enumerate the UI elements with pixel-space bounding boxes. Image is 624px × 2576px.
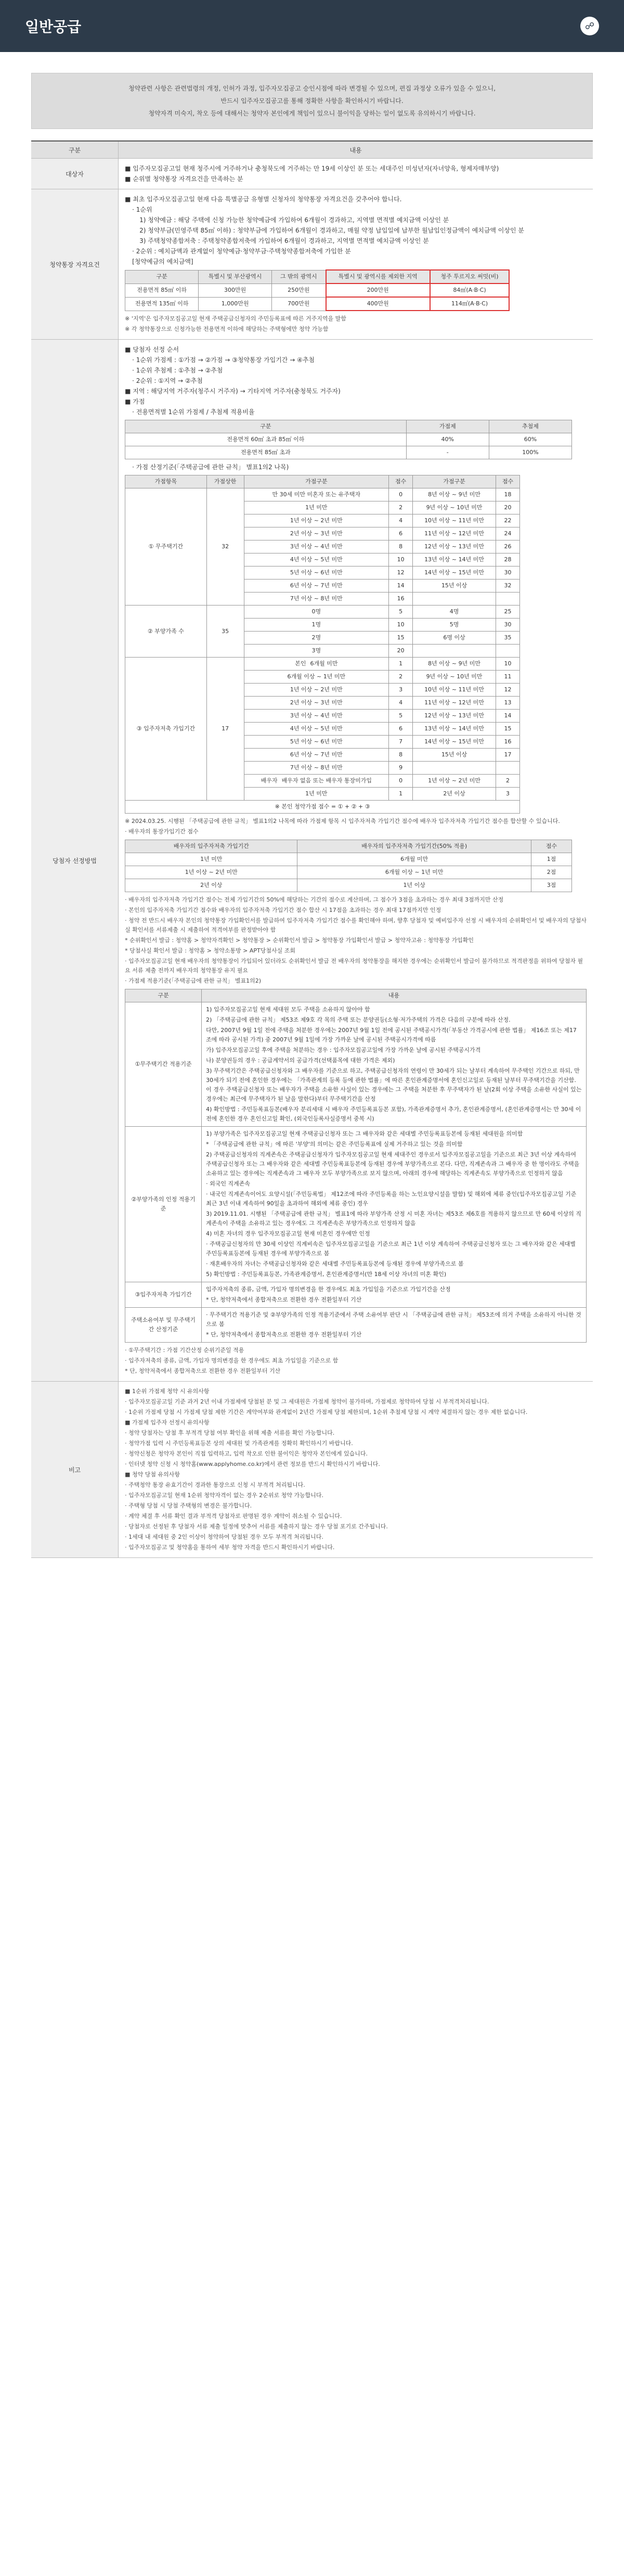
remark-line: · 1세대 내 세대원 중 2인 이상이 청약하여 당첨된 경우 모두 부적격 처리됩니다. — [125, 1534, 323, 1540]
row-label: 당첨자 선정방법 — [31, 340, 119, 1382]
table-cell: 7 — [389, 736, 413, 749]
table-cell: 28 — [496, 553, 519, 566]
criteria-line: * 「주택공급에 관한 규칙」에 따른 '부양'의 의미는 같은 주민등록표에 실제 거주하고 있는 것을 의미함 — [206, 1141, 463, 1148]
score-item: ② 부양가족 수 — [125, 606, 207, 658]
bullet-line: * 순위확인서 발급 : 청약홈 > 청약자격확인 > 청약통장 > 순위확인서 발급 > 청약통장 가입확인서 발급 > 청약자고유 : 청약통장 가입확인 — [125, 937, 474, 944]
table-cell: 15 — [389, 632, 413, 645]
text: [청약예금의 예치금액] — [132, 258, 193, 265]
criteria-line: 입주자저축의 종류, 금액, 가입자 명의변경을 한 경우에도 최초 가입일을 기준으로 가입기간을 산정 — [206, 1286, 451, 1293]
table-cell: 6명 이상 — [413, 632, 496, 645]
criteria-line: · 주택공급신청자의 만 30세 이상인 직계비속은 입주자모집공고일을 기준으로 최근 1년 이상 계속하여 주택공급신청자 또는 그 배우자와 같은 세대별 주민등록표등본에 등재된 경우에 부양가족으로 봄 — [206, 1241, 576, 1257]
table-cell: 8년 이상 ~ 9년 미만 — [413, 488, 496, 501]
table-header-cell: 가점항목 — [125, 475, 207, 488]
table-cell: 84㎡(A·B·C) — [430, 284, 509, 297]
table-cell: 700만원 — [272, 297, 326, 311]
table-cell: 1 — [389, 658, 413, 671]
table-row — [125, 879, 572, 892]
criteria-line: 2) 주택공급신청자의 직계존속은 주택공급신청자가 입주자모집공고일 현재 세대주인 경우로서 입주자모집공고일을 기준으로 최근 3년 이상 계속하여 주택공급신청자 또는 그 배우자와 같은 세대별 주민등록표등본에 등재된 경우에 부양가족으로 본다. 다만, 직계존속과 그 배우자 중 한 명이라도 주택을 소유하고 있는 경우에는 직계존속과 그 배우자 모두 부양가족으로 보지 않으며, 아래의 경우에 해당하는 직계존속도 부양가족으로 인정하지 않음 — [206, 1151, 580, 1177]
table-cell: 12 — [389, 566, 413, 579]
table-cell — [244, 788, 388, 801]
text: · 배우자의 통장가입기간 점수 — [125, 828, 199, 835]
table-cell: 0 — [389, 488, 413, 501]
table-cell: 12 — [496, 684, 519, 697]
text: ■ 가점 — [125, 398, 145, 405]
table-cell: 2 — [389, 501, 413, 514]
table-cell — [244, 697, 388, 710]
table-cell — [496, 593, 519, 606]
table-header-cell: 내용 — [202, 989, 587, 1002]
score-item: ③ 입주자저축 가입기간 — [125, 658, 207, 801]
table-cell: 60% — [489, 433, 571, 446]
table-header-cell: 청주 투르지오 써밋(비) — [430, 270, 509, 284]
table-cell: 8 — [389, 540, 413, 553]
text: ※ '지역'은 입주자모집공고일 현재 주택공급신청자의 주민등록표에 따른 거주지역을 말함 — [125, 315, 346, 322]
criteria-line: 4) 미혼 자녀의 경우 입주자모집공고일 현재 미혼인 경우에만 인정 — [206, 1230, 370, 1237]
table-cell: 1년 이상 ~ 2년 미만 — [125, 866, 297, 879]
target-line: ■ 입주자모집공고일 현재 청주시에 거주하거나 충청북도에 거주하는 만 19세 이상인 분 또는 세대주인 미성년자(자녀양육, 형제자매부양) — [125, 165, 499, 172]
notice-box — [31, 73, 593, 129]
table-header-cell: 그 밖의 광역시 — [272, 270, 326, 284]
score-sub: 본인 — [295, 660, 306, 667]
text: · 2순위 : 예치금액과 관계없이 청약예금·청약부금·주택청약종합저축에 가입한 분 — [132, 248, 351, 255]
table-cell: 10 — [389, 619, 413, 632]
table-cell: 만 30세 미만 미혼자 또는 유주택자 — [244, 488, 388, 501]
table-cell — [413, 762, 496, 775]
table-cell-text: 6개월 미만 — [310, 660, 338, 667]
page-header — [0, 0, 624, 52]
table-header-cell: 특별시 및 부산광역시 — [199, 270, 272, 284]
table-header-cell: 배우자의 입주자저축 가입기간(50% 적용) — [297, 840, 531, 853]
remark-line: · 입주자모집공고일 현재 1순위 청약자격이 없는 경우 2순위로 청약 가능합니다. — [125, 1492, 323, 1499]
table-cell: 6 — [389, 527, 413, 540]
remarks-lines — [125, 1387, 587, 1552]
target-line: ■ 순위별 청약통장 자격요건을 만족하는 분 — [125, 175, 243, 183]
table-cell: 14년 이상 ~ 15년 미만 — [413, 566, 496, 579]
table-cell: 20 — [496, 501, 519, 514]
remarks-row — [31, 1382, 593, 1558]
table-header-cell: 구분 — [125, 420, 407, 433]
text: ■ 지역 : 해당지역 거주자(청주시 거주자) → 기타지역 거주자(충청북도 거주자) — [125, 388, 341, 395]
remark-line: ■ 1순위 가점제 청약 시 유의사항 — [125, 1388, 210, 1395]
bullet-line: · 본인의 입주자저축 가입기간 점수와 배우자의 입주자저축 가입기간 점수 합산 시 17점을 초과하는 경우 최대 17점까지만 인정 — [125, 907, 441, 913]
criteria-line: * 단, 청약저축에서 종합저축으로 전환한 경우 전환일부터 기산 — [206, 1296, 362, 1303]
text: 2) 청약부금(민영주택 85㎡ 이하) : 청약부금에 가입하여 6개월이 경과하고, 매월 약정 납입일에 납부한 월납입인정금액이 예치금액 이상인 분 — [139, 227, 524, 234]
table-cell — [244, 749, 388, 762]
criteria-line: 1) 부양가족은 입주자모집공고일 현재 주택공급신청자 또는 그 배우자와 같은 세대별 주민등록표등본에 등재된 세대원을 의미함 — [206, 1130, 523, 1137]
criteria-content — [202, 1282, 587, 1308]
table-cell-text: 6년 이상 ~ 7년 미만 — [290, 751, 343, 758]
table-cell: 13년 이상 ~ 14년 미만 — [413, 723, 496, 736]
table-cell: 100% — [489, 446, 571, 459]
table-cell — [413, 645, 496, 658]
table-cell: 10 — [389, 553, 413, 566]
table-cell: 5명 — [413, 619, 496, 632]
note-line: · ①무주택기간 : 가점 기간산정 순위기준일 적용 — [125, 1347, 244, 1354]
criteria-line: · 내국인 직계존속이어도 요양시설(「주민등록법」 제12조에 따라 주민등록을 하는 노인요양시설을 말함) 및 해외에 체류 중인(입주자모집공고일 기준 최근 3년 이내 계속하여 90일을 초과하여 해외에 체류 중인) 경우 — [206, 1191, 577, 1207]
table-cell: 2년 이상 — [413, 788, 496, 801]
table-row — [125, 488, 520, 501]
table-cell: 전용면적 85㎡ 초과 — [125, 446, 407, 459]
table-cell: 30 — [496, 566, 519, 579]
table-cell: 1 — [389, 788, 413, 801]
table-cell-text: 4년 이상 ~ 5년 미만 — [290, 725, 343, 732]
criteria-line: 2) 「주택공급에 관한 규칙」 제53조 제9호 각 목의 주택 또는 분양권등(소형·저가주택의 가격은 다음의 구분에 따라 산정. — [206, 1016, 511, 1023]
table-cell: 22 — [496, 514, 519, 527]
criteria-table — [125, 989, 587, 1343]
remark-line: · 당첨자로 선정된 후 당첨자 서류 제출 일정에 맞추어 서류를 제출하지 않는 경우 당첨 포기로 간주됩니다. — [125, 1523, 388, 1530]
score-max: 35 — [206, 606, 244, 658]
table-cell: 4년 이상 ~ 5년 미만 — [244, 553, 388, 566]
text: · 가점 산정기준(「주택공급에 관한 규칙」 별표1의2 나목) — [132, 463, 289, 471]
text: ■ 당첨자 선정 순서 — [125, 346, 179, 353]
table-cell — [244, 762, 388, 775]
table-cell: 1명 — [244, 619, 388, 632]
criteria-label: ①무주택기간 적용기준 — [125, 1002, 202, 1127]
criteria-line: 1) 입주자모집공고일 현재 세대원 모두 주택을 소유하지 않아야 함 — [206, 1006, 370, 1013]
table-cell: 1점 — [531, 853, 571, 866]
criteria-notes — [125, 1346, 587, 1376]
criteria-content — [202, 1002, 587, 1127]
table-header-cell: 구분 — [125, 989, 202, 1002]
bullet-line: * 당첨사실 확인서 발급 : 청약홈 > 청약소통방 > APT당첨사실 조회 — [125, 947, 295, 954]
table-cell: 20 — [389, 645, 413, 658]
criteria-label: 주택소유여부 및 무주택기간 산정기준 — [125, 1308, 202, 1343]
table-cell: 8년 이상 ~ 9년 미만 — [413, 658, 496, 671]
table-cell: 12년 이상 ~ 13년 미만 — [413, 540, 496, 553]
table-cell: 300만원 — [199, 284, 272, 297]
table-cell — [413, 593, 496, 606]
table-cell: 2년 이상 — [125, 879, 297, 892]
table-cell: 6 — [389, 723, 413, 736]
table-cell — [244, 658, 388, 671]
table-cell: 14년 이상 ~ 15년 미만 — [413, 736, 496, 749]
table-cell: 0 — [389, 775, 413, 788]
table-cell: 1,000만원 — [199, 297, 272, 311]
text: · 1순위 추첨제 : ①추첨 → ②추첨 — [132, 367, 223, 374]
table-cell: 11년 이상 ~ 12년 미만 — [413, 697, 496, 710]
ratio-table — [125, 420, 572, 459]
table-row — [125, 284, 510, 297]
criteria-line: 5) 확인방법 : 주민등록표등본, 가족관계증명서, 혼인관계증명서(만 18세 이상 자녀의 미혼 확인) — [206, 1271, 447, 1278]
supply-table — [31, 140, 593, 1558]
table-cell: 200만원 — [326, 284, 430, 297]
criteria-line: · 무주택기간 적용기준 및 ②부양가족의 인정 적용기준에서 주택 소유여부 판단 시 「주택공급에 관한 규칙」 제53조에 의거 주택을 소유하지 아니한 것으로 봄 — [206, 1311, 581, 1328]
table-cell: 3점 — [531, 879, 571, 892]
table-header-cell: 가점상한 — [206, 475, 244, 488]
table-cell-text: 2년 이상 ~ 3년 미만 — [290, 699, 343, 706]
table-cell-text: 7년 이상 ~ 8년 미만 — [290, 764, 343, 771]
table-cell: 2 — [389, 671, 413, 684]
deposit-table — [125, 269, 510, 311]
table-header-cell: 점수 — [531, 840, 571, 853]
table-cell: 250만원 — [272, 284, 326, 297]
remark-line: · 인터넷 청약 신청 시 청약홈(www.applyhome.co.kr)에서 관련 정보를 반드시 확인하시기 바랍니다. — [125, 1461, 380, 1467]
page-title: 일반공급 — [25, 18, 82, 35]
row-label: 청약통장 자격요건 — [31, 189, 119, 340]
table-cell: 15년 이상 — [413, 579, 496, 593]
table-cell: 0명 — [244, 606, 388, 619]
table-row — [125, 606, 520, 619]
table-cell: 4명 — [413, 606, 496, 619]
row-label: 대상자 — [31, 159, 119, 189]
table-cell — [244, 684, 388, 697]
criteria-row — [125, 1127, 587, 1282]
criteria-line: 3) 무주택기간은 주택공급신청자와 그 배우자를 기준으로 하고, 주택공급신청자의 연령이 만 30세가 되는 날부터 계속하여 무주택인 기간으로 하되, 만 30세가 되기 전에 혼인한 경우에는 「가족관계의 등록 등에 관한 법률」에 따른 혼인관계증명서에 혼인신고일로 등재된 날부터 무주택기간을 기산함. 이 경우 주택공급신청자 또는 배우자가 주택을 소유한 사실이 있는 경우에는 그 주택을 처분한 후 무주택자가 된 날(2회 이상 주택을 소유한 사실이 있는 경우에는 최근에 무주택자가 된 날을 말한다)부터 무주택기간을 산정 — [206, 1067, 582, 1102]
table-cell: 1년 미만 — [244, 501, 388, 514]
row-label: 비고 — [31, 1382, 119, 1558]
table-cell: 2 — [496, 775, 519, 788]
note-line: * 단, 청약저축에서 종합저축으로 전환한 경우 전환일부터 기산 — [125, 1368, 281, 1374]
criteria-row — [125, 1282, 587, 1308]
table-cell: 1년 이상 — [297, 879, 531, 892]
table-cell: 24 — [496, 527, 519, 540]
remark-line: · 주택청약 통장 유효기간이 경과한 통장으로 신청 시 부적격 처리됩니다. — [125, 1482, 305, 1488]
score-max: 32 — [206, 488, 244, 606]
criteria-line: · 외국인 직계존속 — [206, 1180, 250, 1187]
text: 3) 주택청약종합저축 : 주택청약종합저축에 가입하여 6개월이 경과하고, 지역별 면적별 예치금액 이상인 분 — [139, 237, 429, 244]
notice-line: 청약관련 사항은 관련법령의 개정, 인허가 과정, 입주자모집공고 승인시점에 따라 변경될 수 있으며, 편집 과정상 오류가 있을 수 있으니, — [128, 85, 496, 92]
criteria-line: 4) 확인방법 : 주민등록표등본(배우자 분리세대 시 배우자 주민등록표등본 포함), 가족관계증명서 추가, 혼인관계증명서, (혼인관계증명서는 만 30세 이전에 혼인한 경우 혼인신고일 확인, (외국인등록사실증명서 중복 시) — [206, 1106, 581, 1122]
note-line: · 입주자저축의 종류, 금액, 가입자 명의변경을 한 경우에도 최초 가입일을 기준으로 함 — [125, 1357, 339, 1364]
table-cell: 6개월 미만 — [297, 853, 531, 866]
table-header-cell: 점수 — [496, 475, 519, 488]
bullet-line: · 청약 전 반드시 배우자 본인의 청약통장 가입확인서를 발급하여 입주자저축 가입기간 점수를 확인해야 하며, 향후 당첨자 및 예비입주자 선정 시 배우자의 순위확인서 및 배우자의 당첨사실 확인서를 서류제출 시 제출하여 적격여부를 판정받아야 함 — [125, 917, 587, 933]
score-max: 17 — [222, 725, 229, 732]
remark-line: ■ 가점제 입주자 선정시 유의사항 — [125, 1419, 210, 1426]
score-sub: 배우자 — [261, 777, 278, 784]
table-header-cell: 구분 — [125, 270, 199, 284]
link-icon[interactable]: ☍ — [580, 17, 599, 35]
criteria-content — [202, 1127, 587, 1282]
table-row — [125, 801, 520, 814]
table-cell: 4 — [389, 514, 413, 527]
bullet-line: · 가점제 적용기준(「주택공급에 관한 규칙」 별표1의2) — [125, 977, 262, 984]
table-cell: 1년 이상 ~ 2년 미만 — [244, 514, 388, 527]
notice-line: 반드시 입주자모집공고를 통해 정확한 사항을 확인하시기 바랍니다. — [220, 97, 404, 105]
table-cell: 1년 미만 — [125, 853, 297, 866]
table-cell: 6년 이상 ~ 7년 미만 — [244, 579, 388, 593]
criteria-line: 나) 분양권등의 경우 : 공급계약서의 공급가격(선택품목에 대한 가격은 제외) — [206, 1057, 395, 1064]
table-cell — [244, 736, 388, 749]
table-cell — [244, 710, 388, 723]
table-cell: 전용면적 60㎡ 초과 85㎡ 이하 — [125, 433, 407, 446]
table-cell: 14 — [389, 579, 413, 593]
score-item: ① 무주택기간 — [125, 488, 207, 606]
table-cell: 15 — [496, 723, 519, 736]
table-cell: 9년 이상 ~ 10년 미만 — [413, 671, 496, 684]
table-header-cell: 가점구분 — [244, 475, 388, 488]
table-cell: 10년 이상 ~ 11년 미만 — [413, 514, 496, 527]
table-cell: 3 — [496, 788, 519, 801]
table-cell: 12년 이상 ~ 13년 미만 — [413, 710, 496, 723]
table-row — [125, 853, 572, 866]
remark-line: · 입주자모집공고일 기준 과거 2년 이내 가점제에 당첨된 분 및 그 세대원은 가점제 청약이 불가하며, 가점제로 청약하여 당첨 시 부적격처리됩니다. — [125, 1398, 489, 1405]
table-cell: 10년 이상 ~ 11년 미만 — [413, 684, 496, 697]
bullet-line: · 배우자의 입주자저축 가입기간 점수는 전체 가입기간의 50%에 해당하는 기간의 점수로 계산하며, 그 점수가 3점을 초과하는 경우 최대 3점까지만 산정 — [125, 896, 504, 903]
table-cell: 10 — [496, 658, 519, 671]
table-cell: 8 — [389, 749, 413, 762]
criteria-row — [125, 1002, 587, 1127]
text: ■ 최초 입주자모집공고일 현재 다음 특별공급 유형별 신청자의 청약통장 자격요건을 갖추어야 합니다. — [125, 196, 402, 203]
text: · 1순위 가점제 : ①가점 → ②가점 → ③청약통장 가입기간 → ④추첨 — [132, 356, 315, 364]
qualification-row — [31, 189, 593, 340]
criteria-row — [125, 1308, 587, 1343]
table-header-cell: 추첨제 — [489, 420, 571, 433]
table-cell: 18 — [496, 488, 519, 501]
table-header-cell: 특별시 및 광역시를 제외한 지역 — [326, 270, 430, 284]
table-cell-text: 1년 미만 — [305, 790, 328, 797]
col-header: 내용 — [119, 141, 593, 159]
table-header-cell: 점수 — [389, 475, 413, 488]
criteria-line: · 재혼배우자의 자녀는 주택공급신청자와 같은 세대별 주민등록표등본에 등재된 경우에 부양가족으로 봄 — [206, 1260, 464, 1267]
table-cell — [496, 762, 519, 775]
text: ※ 각 청약통장으로 신청가능한 전용면적 이하에 해당하는 주택형에만 청약 가능함 — [125, 326, 329, 332]
table-cell-text: 배우자 없음 또는 배우자 통장미가입 — [281, 777, 372, 784]
table-cell: 1년 이상 ~ 2년 미만 — [413, 775, 496, 788]
table-row — [125, 433, 572, 446]
criteria-label: ②부양가족의 인정 적용기준 — [125, 1127, 202, 1282]
criteria-line: 가) 입주자모집공고일 후에 주택을 처분하는 경우 : 입주자모집공고일에 가장 가까운 날에 공시된 주택공시가격 — [206, 1047, 481, 1053]
content — [0, 52, 624, 1579]
table-cell: 2점 — [531, 866, 571, 879]
table-cell: 400만원 — [326, 297, 430, 311]
table-cell: 전용면적 85㎡ 이하 — [125, 284, 199, 297]
text: ※ 2024.03.25. 시행된 「주택공급에 관한 규칙」 별표1의2 나목에 따라 가점제 항목 시 입주자저축 가입기간 점수에 배우자 입주자저축 가입기간 점수를 합산할 수 있습니다. — [125, 818, 560, 825]
text: · 1순위 — [132, 206, 152, 213]
remark-line: · 입주자모집공고 및 청약홈을 통하여 세부 청약 자격을 반드시 확인하시기 바랍니다. — [125, 1544, 335, 1551]
score-total: ※ 본인 청약가점 점수 = ① + ② + ③ — [125, 801, 520, 814]
table-cell: 3명 — [244, 645, 388, 658]
text: 1) 청약예금 : 해당 주택에 신청 가능한 청약예금에 가입하여 6개월이 경과하고, 지역별 면적별 예치금액 이상인 분 — [139, 216, 449, 224]
col-header: 구분 — [31, 141, 119, 159]
remark-line: · 주택형 당첨 시 당첨 주택형의 변경은 불가합니다. — [125, 1502, 252, 1509]
table-cell: 13년 이상 ~ 14년 미만 — [413, 553, 496, 566]
table-row — [125, 866, 572, 879]
table-cell-text: 1년 이상 ~ 2년 미만 — [290, 686, 343, 693]
table-cell — [244, 671, 388, 684]
table-cell: 3 — [389, 684, 413, 697]
table-cell: 11 — [496, 671, 519, 684]
table-cell: 전용면적 135㎡ 이하 — [125, 297, 199, 311]
table-cell: 5 — [389, 606, 413, 619]
table-row — [125, 446, 572, 459]
selection-bullets — [125, 895, 587, 986]
selection-row — [31, 340, 593, 1382]
text: · 전용면적별 1순위 가점제 / 추첨제 적용비율 — [132, 408, 255, 416]
criteria-content — [202, 1308, 587, 1343]
score-table — [125, 475, 520, 814]
remark-line: · 청약가점 입력 시 주민등록표등본 상의 세대원 및 가족관계를 정확히 확인하시기 바랍니다. — [125, 1440, 353, 1447]
criteria-line: * 단, 청약저축에서 종합저축으로 전환한 경우 전환일부터 기산 — [206, 1331, 362, 1338]
table-cell: 2명 — [244, 632, 388, 645]
criteria-label: ③입주자저축 가입기간 — [125, 1282, 202, 1308]
score-max-cell — [206, 658, 244, 801]
remark-line: ■ 청약 당첨 유의사항 — [125, 1471, 180, 1478]
table-cell — [244, 775, 388, 788]
table-cell: 14 — [496, 710, 519, 723]
criteria-line: 3) 2019.11.01. 시행된 「주택공급에 관한 규칙」 별표1에 따라 부양가족 산정 시 미혼 자녀는 제53조 제6호를 적용하지 않으므로 만 60세 이상의 직계존속이 주택을 소유하고 있는 경우에도 그 직계존속은 부양가족으로 인정하지 않음 — [206, 1210, 581, 1227]
table-cell: 9년 이상 ~ 10년 미만 — [413, 501, 496, 514]
table-cell: 16 — [389, 593, 413, 606]
table-cell — [496, 645, 519, 658]
table-cell-text: 3년 이상 ~ 4년 미만 — [290, 712, 343, 719]
table-cell: 26 — [496, 540, 519, 553]
table-cell: 40% — [406, 433, 489, 446]
table-row — [125, 658, 520, 671]
table-cell: 6개월 이상 ~ 1년 미만 — [297, 866, 531, 879]
table-cell: 5년 이상 ~ 6년 미만 — [244, 566, 388, 579]
remark-line: · 계약 체결 후 서류 확인 결과 부적격 당첨자로 판명된 경우 계약이 취소될 수 있습니다. — [125, 1513, 342, 1519]
table-cell: 114㎡(A·B·C) — [430, 297, 509, 311]
table-cell: 32 — [496, 579, 519, 593]
table-cell: 30 — [496, 619, 519, 632]
table-cell: 25 — [496, 606, 519, 619]
target-row — [31, 159, 593, 189]
remark-line: · 1순위 가점제 당첨 시 가점제 당첨 제한 기간은 계약여부와 관계없이 2년간 가점제 당첨 제한되며, 1순위 추첨제 당첨 시 계약 체결하지 않는 경우 제한 없습니다. — [125, 1409, 528, 1415]
table-cell: 17 — [496, 749, 519, 762]
table-cell: 7년 이상 ~ 8년 미만 — [244, 593, 388, 606]
table-cell: 2년 이상 ~ 3년 미만 — [244, 527, 388, 540]
criteria-line: 다만, 2007년 9월 1일 전에 주택을 처분한 경우에는 2007년 9월 1일 전에 공시된 주택공시가격(「부동산 가격공시에 관한 법률」 제16조 또는 제17조에 따라 공시된 가격) 중 2007년 9월 1일에 가장 가까운 날에 공시된 주택공시가격에 따름 — [206, 1027, 577, 1043]
table-cell — [244, 723, 388, 736]
notice-line: 청약자격 미숙지, 착오 등에 대해서는 청약자 본인에게 책임이 있으니 불이익을 당하는 일이 없도록 유의하시기 바랍니다. — [148, 110, 476, 117]
table-cell: 4 — [389, 697, 413, 710]
table-header-cell: 배우자의 입주자저축 가입기간 — [125, 840, 297, 853]
table-cell: 13 — [496, 697, 519, 710]
table-cell: - — [406, 446, 489, 459]
remark-line: · 청약 당첨자는 당첨 후 부적격 당첨 여부 확인을 위해 제출 서류를 확인 가능합니다. — [125, 1429, 335, 1436]
table-cell: 16 — [496, 736, 519, 749]
table-row — [125, 297, 510, 311]
table-header-cell: 가점구분 — [413, 475, 496, 488]
table-cell: 9 — [389, 762, 413, 775]
text: · 2순위 : ①지역 → ②추첨 — [132, 377, 203, 384]
table-cell: 5 — [389, 710, 413, 723]
bullet-line: · 입주자모집공고일 현재 배우자의 청약통장이 가입되어 있더라도 순위확인서 발급 전 배우자의 청약통장을 해지한 경우에는 순위확인서 발급이 불가하므로 적격판정을 위하여 당첨자 필요 서류 제출 전까지 배우자의 청약통장 유지 필요 — [125, 958, 583, 974]
table-cell: 15년 이상 — [413, 749, 496, 762]
table-cell-text: 5년 이상 ~ 6년 미만 — [290, 738, 343, 745]
remark-line: · 청약신청은 청약자 본인이 직접 입력하고, 입력 착오로 인한 불이익은 청약자 본인에게 있습니다. — [125, 1450, 368, 1457]
table-header-cell: 가점제 — [406, 420, 489, 433]
table-cell-text: 6개월 이상 ~ 1년 미만 — [287, 673, 346, 680]
table-cell: 11년 이상 ~ 12년 미만 — [413, 527, 496, 540]
table-cell: 3년 이상 ~ 4년 미만 — [244, 540, 388, 553]
table-cell: 35 — [496, 632, 519, 645]
spouse-score-table — [125, 840, 572, 892]
